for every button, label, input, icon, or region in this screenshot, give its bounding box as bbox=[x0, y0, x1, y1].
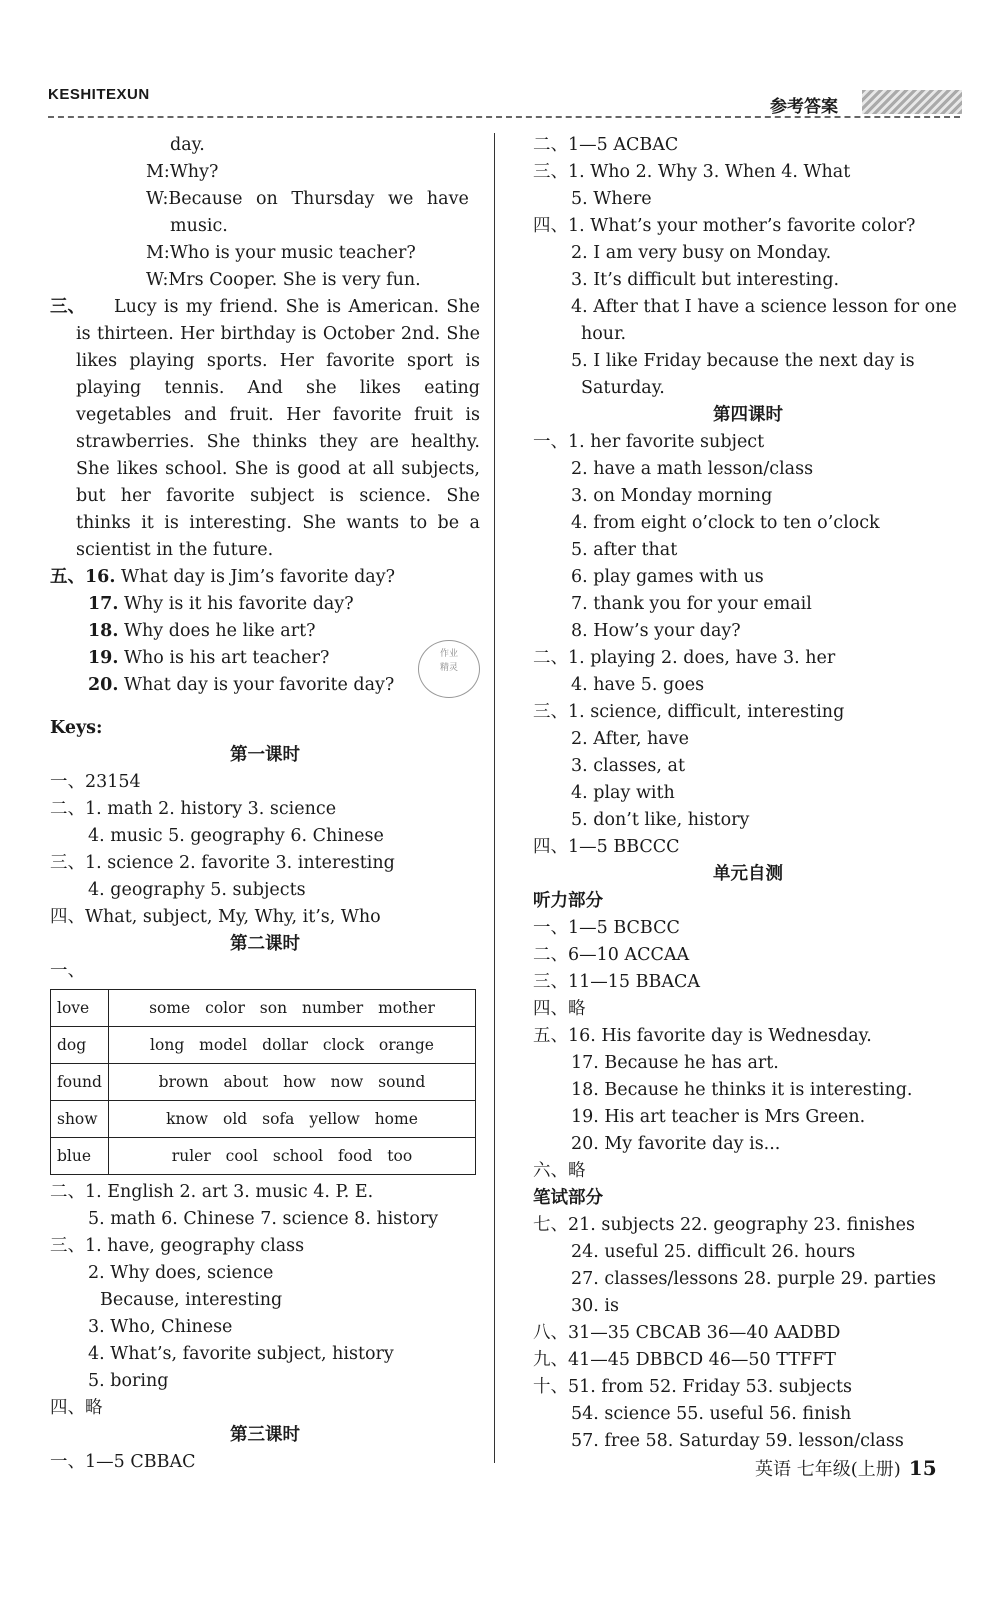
answer-line: 六、略 bbox=[533, 1161, 586, 1181]
answer-line: 一、1. her favorite subject bbox=[533, 432, 765, 452]
answer-line: 二、1. math 2. history 3. science bbox=[50, 799, 337, 819]
answer-line: 三、1. Who 2. Why 3. When 4. What bbox=[533, 162, 851, 182]
lesson-title: 第三课时 bbox=[230, 1425, 300, 1445]
answer-line: 5. don’t like, history bbox=[571, 810, 750, 830]
answer-line: 八、31—35 CBCAB 36—40 AADBD bbox=[533, 1323, 841, 1343]
question-line: 19. Who is his art teacher? bbox=[88, 648, 330, 668]
answer-line: hour. bbox=[581, 324, 627, 344]
dialog-line: music. bbox=[170, 216, 228, 236]
question-line: 五、16. What day is Jim’s favorite day? bbox=[50, 567, 396, 587]
answer-line: 3. It’s difficult but interesting. bbox=[571, 270, 840, 290]
answer-line: 一、23154 bbox=[50, 772, 141, 792]
answer-line: 2. have a math lesson/class bbox=[571, 459, 814, 479]
answer-line: 七、21. subjects 22. geography 23. finishes bbox=[533, 1215, 915, 1235]
answer-line: 5. I like Friday because the next day is bbox=[571, 351, 915, 371]
answer-line: 三、1. science 2. favorite 3. interesting bbox=[50, 853, 395, 873]
answer-line: 20. My favorite day is... bbox=[571, 1134, 781, 1154]
answer-line: 3. on Monday morning bbox=[571, 486, 773, 506]
answer-line: 5. after that bbox=[571, 540, 678, 560]
dialog-line: W:Mrs Cooper. She is very fun. bbox=[146, 270, 421, 290]
lesson-title: 第四课时 bbox=[713, 405, 783, 425]
section-heading: 笔试部分 bbox=[533, 1188, 603, 1208]
answer-line: 一、1—5 BCBCC bbox=[533, 918, 680, 938]
answer-line: Saturday. bbox=[581, 378, 665, 398]
answer-line: 四、1. What’s your mother’s favorite color? bbox=[533, 216, 916, 236]
dialog-line: M:Why? bbox=[146, 162, 219, 182]
answer-line: 57. free 58. Saturday 59. lesson/class bbox=[571, 1431, 904, 1451]
answer-line: 17. Because he has art. bbox=[571, 1053, 779, 1073]
answer-line: 4. music 5. geography 6. Chinese bbox=[88, 826, 384, 846]
answer-line: 四、略 bbox=[50, 1398, 103, 1418]
dialog-line: M:Who is your music teacher? bbox=[146, 243, 416, 263]
lesson-title: 单元自测 bbox=[713, 864, 783, 884]
answer-line: 27. classes/lessons 28. purple 29. parties bbox=[571, 1269, 936, 1289]
answer-line: 4. from eight o’clock to ten o’clock bbox=[571, 513, 880, 533]
answer-line: 十、51. from 52. Friday 53. subjects bbox=[533, 1377, 852, 1397]
question-line: 20. What day is your favorite day? bbox=[88, 675, 395, 695]
section-title: 参考答案 bbox=[770, 97, 838, 117]
answer-line: 二、1. playing 2. does, have 3. her bbox=[533, 648, 836, 668]
answer-line: 24. useful 25. difficult 26. hours bbox=[571, 1242, 856, 1262]
answer-line: 7. thank you for your email bbox=[571, 594, 812, 614]
answer-line: 54. science 55. useful 56. finish bbox=[571, 1404, 852, 1424]
header-divider bbox=[48, 116, 960, 118]
section-heading: 听力部分 bbox=[533, 891, 603, 911]
header-decoration bbox=[862, 90, 962, 114]
answer-line: 30. is bbox=[571, 1296, 619, 1316]
table-row: dog long model dollar clock orange bbox=[51, 1027, 476, 1064]
answer-line: 三、11—15 BBACA bbox=[533, 972, 700, 992]
answer-line: Because, interesting bbox=[100, 1290, 283, 1310]
answer-line: 3. Who, Chinese bbox=[88, 1317, 233, 1337]
answer-line: 2. After, have bbox=[571, 729, 689, 749]
dialog-line: day. bbox=[170, 135, 205, 155]
passage-block bbox=[50, 294, 480, 564]
page-footer bbox=[755, 1455, 937, 1481]
watermark-stamp: 作业 精灵 bbox=[418, 640, 480, 698]
question-line: 17. Why is it his favorite day? bbox=[88, 594, 354, 614]
answer-line: 一、 bbox=[50, 961, 85, 981]
table-row: show know old sofa yellow home bbox=[51, 1101, 476, 1138]
answer-line: 19. His art teacher is Mrs Green. bbox=[571, 1107, 866, 1127]
answer-line: 三、1. science, difficult, interesting bbox=[533, 702, 845, 722]
passage-text: Lucy is my friend. She is American. She is thirteen. Her birthday is October 2nd. She likes playing sports. Her favorite sport is playing tennis. And she likes eating vegetables and fruit. Her favorite fruit is strawberries. She thinks they are healthy. She likes school. She is good at all subjects, but her favorite subject is science. She thinks it is interesting. She wants to be a scientist in the future. bbox=[76, 297, 480, 560]
section-label: 三、 bbox=[50, 297, 85, 317]
keys-label: Keys: bbox=[50, 718, 103, 738]
table-row: love some color son number mother bbox=[51, 990, 476, 1027]
answer-line: 6. play games with us bbox=[571, 567, 764, 587]
answer-line: 4. play with bbox=[571, 783, 675, 803]
answer-line: 2. Why does, science bbox=[88, 1263, 274, 1283]
answer-line: 五、16. His favorite day is Wednesday. bbox=[533, 1026, 872, 1046]
answer-line: 四、略 bbox=[533, 999, 586, 1019]
answer-line: 四、What, subject, My, Why, it’s, Who bbox=[50, 907, 381, 927]
table-row: blue ruler cool school food too bbox=[51, 1138, 476, 1175]
answer-line: 5. math 6. Chinese 7. science 8. history bbox=[88, 1209, 439, 1229]
answer-line: 5. Where bbox=[571, 189, 652, 209]
answer-line: 4. have 5. goes bbox=[571, 675, 705, 695]
answer-line: 二、1—5 ACBAC bbox=[533, 135, 679, 155]
right-column bbox=[533, 132, 963, 1455]
dialog-line: W:Because on Thursday we have bbox=[146, 189, 469, 209]
answer-line: 一、1—5 CBBAC bbox=[50, 1452, 196, 1472]
answer-line: 3. classes, at bbox=[571, 756, 685, 776]
left-column bbox=[50, 132, 480, 1476]
answer-line: 18. Because he thinks it is interesting. bbox=[571, 1080, 913, 1100]
answer-line: 二、6—10 ACCAA bbox=[533, 945, 690, 965]
lesson-title: 第二课时 bbox=[230, 934, 300, 954]
page-number: 15 bbox=[908, 1456, 937, 1480]
answer-line: 2. I am very busy on Monday. bbox=[571, 243, 832, 263]
answer-line: 8. How’s your day? bbox=[571, 621, 741, 641]
answer-line: 4. After that I have a science lesson for one bbox=[571, 297, 957, 317]
answer-line: 九、41—45 DBBCD 46—50 TTFFT bbox=[533, 1350, 836, 1370]
answer-line: 4. geography 5. subjects bbox=[88, 880, 306, 900]
column-divider bbox=[494, 133, 495, 1463]
answer-line: 二、1. English 2. art 3. music 4. P. E. bbox=[50, 1182, 374, 1202]
lesson-title: 第一课时 bbox=[230, 745, 300, 765]
phonics-table bbox=[50, 989, 476, 1175]
question-line: 18. Why does he like art? bbox=[88, 621, 316, 641]
brand-label: KESHITEXUN bbox=[48, 86, 150, 103]
answer-line: 5. boring bbox=[88, 1371, 169, 1391]
answer-line: 4. What’s, favorite subject, history bbox=[88, 1344, 394, 1364]
answer-line: 四、1—5 BBCCC bbox=[533, 837, 680, 857]
answer-line: 三、1. have, geography class bbox=[50, 1236, 305, 1256]
table-row: found brown about how now sound bbox=[51, 1064, 476, 1101]
footer-subject: 英语 七年级(上册) bbox=[755, 1459, 901, 1480]
